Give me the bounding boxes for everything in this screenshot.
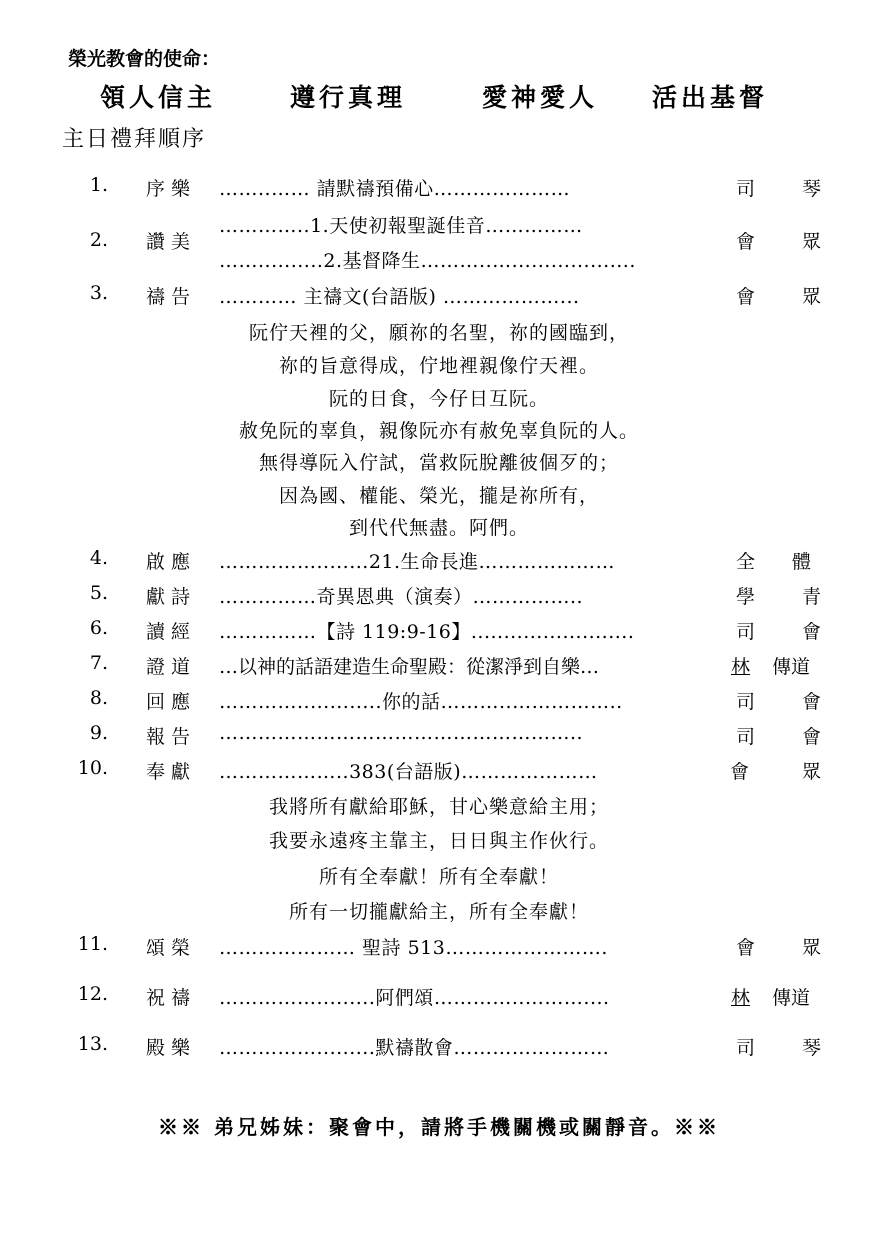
item-leader: 全 xyxy=(736,551,756,573)
item-leader: 學 xyxy=(736,586,756,608)
order-item xyxy=(0,650,878,682)
item-leader: 會 xyxy=(730,761,750,783)
item-name: 序樂 xyxy=(146,178,197,200)
item-leader: 會 xyxy=(802,691,822,713)
item-leader: 會 xyxy=(802,726,822,748)
mission-item: 活出基督 xyxy=(652,83,769,112)
order-item xyxy=(0,280,878,312)
item-name: 讚美 xyxy=(146,231,197,253)
item-name: 奉獻 xyxy=(146,761,197,783)
item-name: 殿樂 xyxy=(146,1037,197,1059)
prayer-line: 阮的日食，今仔日互阮。 xyxy=(328,388,549,410)
item-detail: …………….........默禱散會…………………… xyxy=(219,1037,610,1059)
item-leader: 眾 xyxy=(802,937,822,959)
item-number: 6. xyxy=(89,617,108,639)
order-title: 主日禮拜順序 xyxy=(62,127,207,152)
item-leader: 林 xyxy=(731,656,751,678)
item-leader: 司 xyxy=(736,621,756,643)
order-item xyxy=(0,755,878,787)
item-leader: 司 xyxy=(736,178,756,200)
item-leader: 傳道 xyxy=(772,656,811,678)
item-detail: …………..1.天使初報聖誕佳音…………… xyxy=(219,215,583,237)
mission-item: 遵行真理 xyxy=(290,83,407,112)
item-leader: 司 xyxy=(736,691,756,713)
item-leader: 青 xyxy=(802,586,822,608)
item-number: 8. xyxy=(89,687,108,709)
item-leader: 體 xyxy=(792,551,812,573)
prayer-line: 無得導阮入佇試，當救阮脫離彼個歹的； xyxy=(258,452,619,474)
mission-label: 榮光教會的使命： xyxy=(68,48,221,70)
item-name: 禱告 xyxy=(146,286,197,308)
item-detail: …以神的話語建造生命聖殿：從潔淨到自樂… xyxy=(219,656,600,678)
item-detail: ……………【詩 119:9-16】......................... xyxy=(219,621,635,643)
item-number: 1. xyxy=(89,174,108,196)
item-leader: 眾 xyxy=(802,231,822,253)
footer-note: ※※ 弟兄姊妹：聚會中，請將手機關機或關靜音。※※ xyxy=(158,1115,720,1139)
item-leader: 林 xyxy=(731,987,751,1009)
offering-line: 所有全奉獻！所有全奉獻！ xyxy=(318,866,559,888)
prayer-line: 阮佇天裡的父，願祢的名聖，祢的國臨到， xyxy=(248,322,629,344)
item-leader: 司 xyxy=(736,726,756,748)
item-number: 10. xyxy=(77,757,108,779)
offering-line: 所有一切攏獻給主，所有全奉獻！ xyxy=(288,901,589,923)
order-item xyxy=(0,685,878,717)
item-name: 讀經 xyxy=(146,621,197,643)
item-detail: ……..…… 請默禱預備心………………… xyxy=(219,178,571,200)
item-name: 啟應 xyxy=(146,551,197,573)
item-detail: ………………… 聖詩 513……………………. xyxy=(219,937,608,959)
item-name: 獻詩 xyxy=(146,586,197,608)
item-leader: 琴 xyxy=(802,178,822,200)
item-detail: ………… 主禱文(台語版) ………………... xyxy=(219,286,580,308)
item-detail: ………………..383(台語版)………………… xyxy=(219,761,598,783)
item-number: 11. xyxy=(77,933,108,955)
item-number: 2. xyxy=(89,229,108,251)
item-number: 13. xyxy=(77,1033,108,1055)
order-item xyxy=(0,172,878,204)
item-number: 12. xyxy=(77,983,108,1005)
item-name: 祝禱 xyxy=(146,987,197,1009)
item-leader: 司 xyxy=(736,1037,756,1059)
order-item xyxy=(0,545,878,577)
order-item xyxy=(0,615,878,647)
item-name: 回應 xyxy=(146,691,197,713)
order-item xyxy=(0,720,878,752)
item-number: 3. xyxy=(89,282,108,304)
item-leader: 傳道 xyxy=(772,987,811,1009)
item-leader: 琴 xyxy=(802,1037,822,1059)
item-detail: ……………奇異恩典（演奏）…………….. xyxy=(219,586,584,608)
item-leader: 會 xyxy=(802,621,822,643)
order-item xyxy=(0,931,878,963)
item-leader: 會 xyxy=(736,231,756,253)
mission-statements xyxy=(0,78,878,112)
item-detail-2: ……..........2.基督降生………..…................... xyxy=(219,250,636,272)
item-detail: ………….............你的話………..…………….. xyxy=(219,691,623,713)
item-leader: 眾 xyxy=(802,761,822,783)
offering-line: 我要永遠疼主靠主，日日與主作伙行。 xyxy=(268,830,609,852)
item-name: 頌榮 xyxy=(146,937,197,959)
item-detail: …………….........阿們頌…………..……….... xyxy=(219,987,610,1009)
item-number: 5. xyxy=(89,582,108,604)
item-leader: 會 xyxy=(736,937,756,959)
order-item xyxy=(0,211,878,275)
item-number: 4. xyxy=(89,547,108,569)
item-detail: ……………........21.生命長進………………… xyxy=(219,551,616,573)
order-item xyxy=(0,580,878,612)
item-name: 證道 xyxy=(146,656,197,678)
mission-item: 愛神愛人 xyxy=(482,83,599,112)
item-leader: 眾 xyxy=(802,286,822,308)
prayer-line: 祢的旨意得成，佇地裡親像佇天裡。 xyxy=(278,355,599,377)
order-item xyxy=(0,1031,878,1063)
mission-item: 領人信主 xyxy=(100,83,217,112)
prayer-line: 到代代無盡。阿們。 xyxy=(348,517,529,539)
item-detail: ……………………………………………….. xyxy=(219,722,584,744)
item-number: 7. xyxy=(89,652,108,674)
offering-line: 我將所有獻給耶穌，甘心樂意給主用； xyxy=(268,796,609,818)
prayer-line: 赦免阮的辜負，親像阮亦有赦免辜負阮的人。 xyxy=(238,420,639,442)
item-name: 報告 xyxy=(146,726,197,748)
item-number: 9. xyxy=(89,722,108,744)
prayer-line: 因為國、權能、榮光，攏是祢所有， xyxy=(278,485,599,507)
order-item xyxy=(0,981,878,1013)
item-leader: 會 xyxy=(736,286,756,308)
